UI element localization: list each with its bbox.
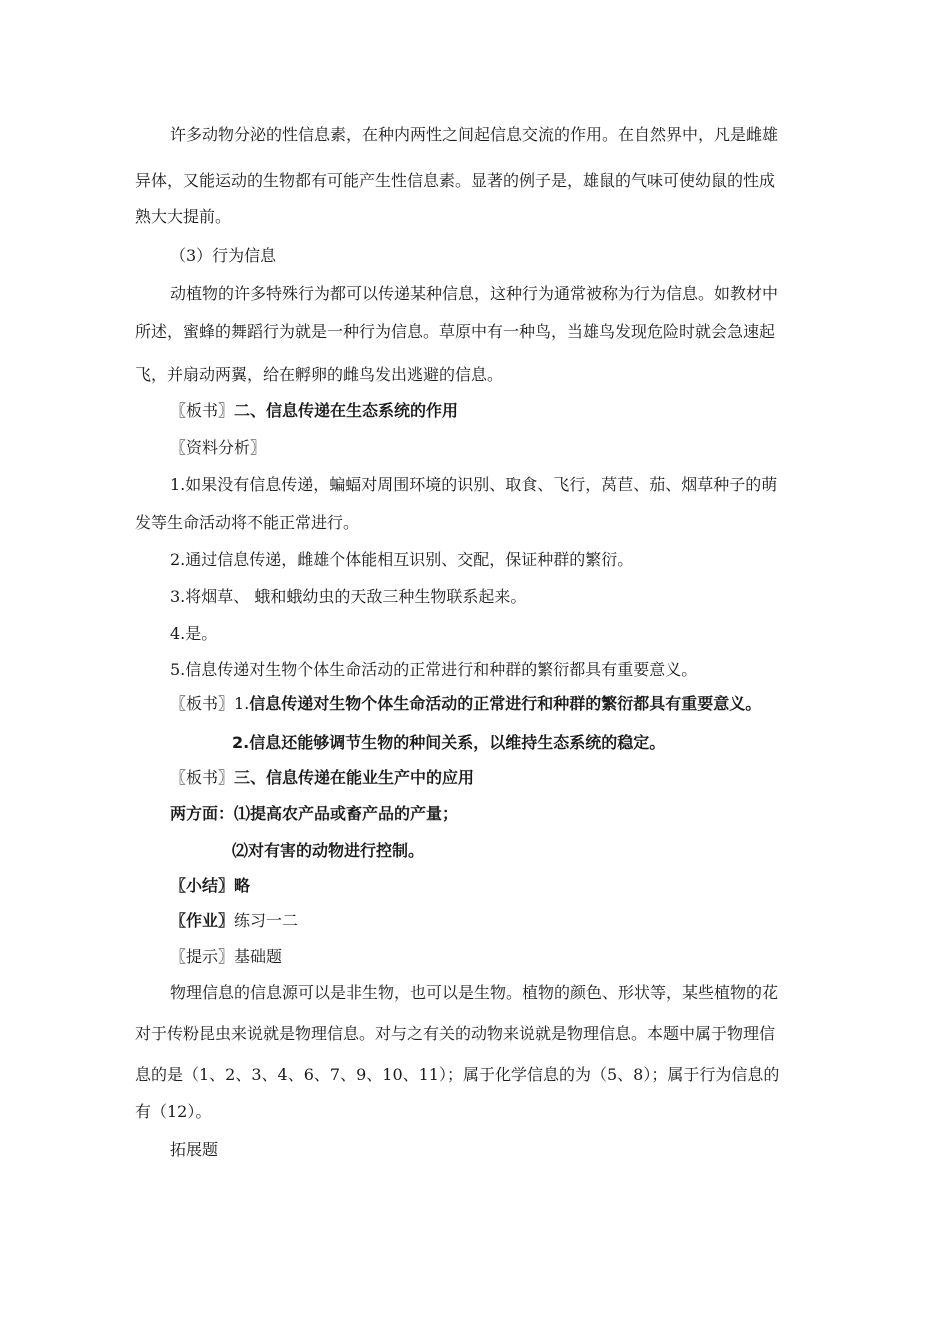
- paragraph-line: 物理信息的信息源可以是非生物，也可以是生物。植物的颜色、形状等，某些植物的花: [170, 983, 779, 1002]
- hint-heading: 〖提示〗基础题: [170, 947, 283, 966]
- paragraph-line: 所述，蜜蜂的舞蹈行为就是一种行为信息。草原中有一种鸟，当雄鸟发现危险时就会急速起: [135, 322, 776, 341]
- board-title: 二、信息传递在生态系统的作用: [234, 401, 459, 420]
- extension-heading: 拓展题: [170, 1140, 219, 1159]
- paragraph-line: 对于传粉昆虫来说就是物理信息。对与之有关的动物来说就是物理信息。本题中属于物理信: [135, 1024, 776, 1043]
- paragraph-line: 许多动物分泌的性信息素，在种内两性之间起信息交流的作用。在自然界中，凡是雌雄: [170, 125, 779, 144]
- paragraph-line: 异体，又能运动的生物都有可能产生性信息素。显著的例子是，雄鼠的气味可使幼鼠的性成: [135, 171, 776, 190]
- data-analysis-heading: 〖资料分析〗: [170, 438, 267, 457]
- paragraph-line: 动植物的许多特殊行为都可以传递某种信息，这种行为通常被称为行为信息。如教材中: [170, 284, 779, 303]
- paragraph-line: 熟大大提前。: [135, 207, 232, 226]
- list-item: 2.通过信息传递，雌雄个体能相互识别、交配，保证种群的繁衍。: [170, 550, 634, 569]
- list-item: 4.是。: [170, 624, 218, 643]
- board-point: 2.信息还能够调节生物的种间关系，以维持生态系统的稳定。: [232, 733, 666, 752]
- homework-text: 练习一二: [234, 911, 299, 930]
- two-aspects-line: 两方面：⑴提高农产品或畜产品的产量；: [170, 804, 459, 823]
- board-tag: 〖板书〗: [170, 401, 235, 420]
- list-item: 3.将烟草、 蛾和蛾幼虫的天敌三种生物联系起来。: [170, 587, 527, 606]
- list-item: 1.如果没有信息传递，蝙蝠对周围环境的识别、取食、飞行，莴苣、茄、烟草种子的萌: [170, 475, 778, 494]
- list-item: 5.信息传递对生物个体生命活动的正常进行和种群的繁衍都具有重要意义。: [170, 660, 698, 679]
- paragraph-line: 有（12）。: [135, 1102, 212, 1121]
- aspect-line: ⑵对有害的动物进行控制。: [232, 841, 425, 860]
- board-point: [170, 693, 850, 715]
- board-heading: [170, 767, 850, 789]
- summary-heading: 〖小结〗略: [170, 876, 251, 895]
- list-item-continuation: 发等生命活动将不能正常进行。: [135, 513, 360, 532]
- board-tag: 〖板书〗1.: [170, 694, 250, 713]
- paragraph-line: 息的是（1、2、3、4、6、7、9、10、11）；属于化学信息的为（5、8）；属于行为信息的: [135, 1065, 780, 1084]
- homework-line: [170, 910, 850, 932]
- board-title: 三、信息传递在能业生产中的应用: [234, 768, 475, 787]
- section-heading: （3）行为信息: [170, 246, 277, 265]
- board-tag: 〖板书〗: [170, 768, 235, 787]
- homework-tag: 〖作业〗: [170, 911, 235, 930]
- board-heading: [170, 400, 850, 422]
- paragraph-line: 飞，并扇动两翼，给在孵卵的雌鸟发出逃避的信息。: [135, 365, 504, 384]
- board-point-text: 信息传递对生物个体生命活动的正常进行和种群的繁衍都具有重要意义。: [249, 694, 762, 713]
